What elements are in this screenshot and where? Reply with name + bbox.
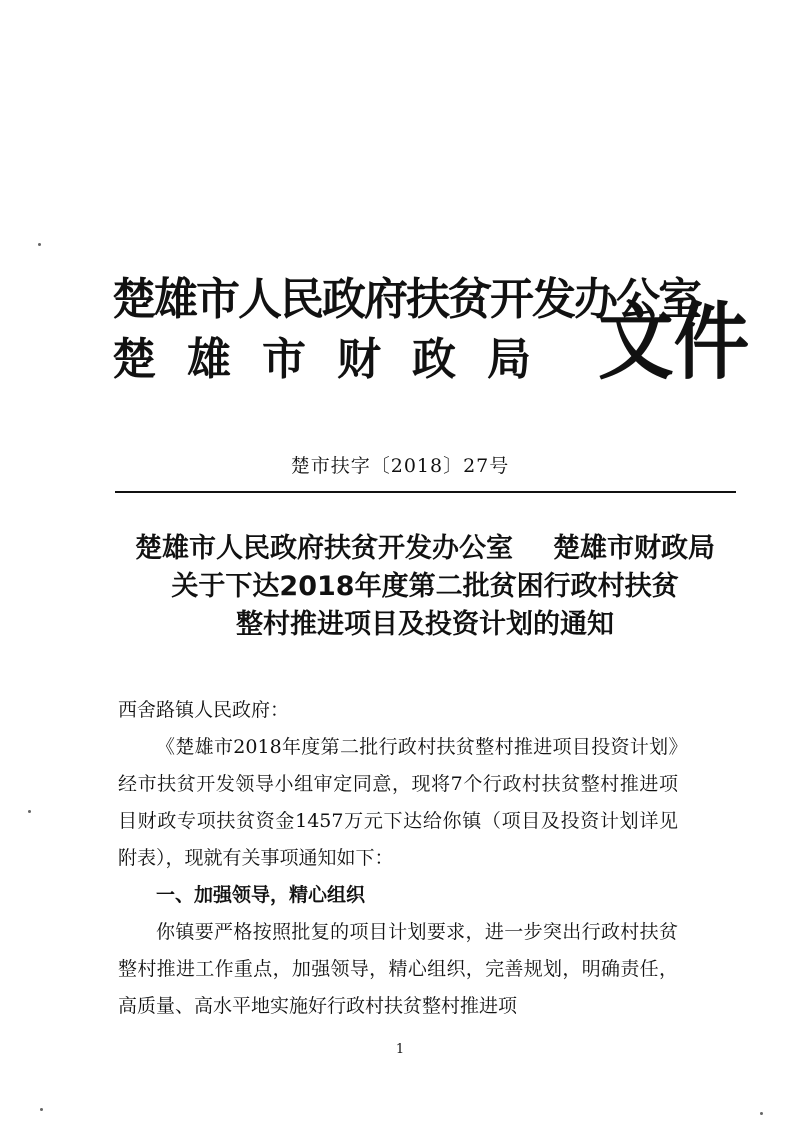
issuer-line-1: 楚雄市人民政府扶贫开发办公室 (112, 274, 700, 325)
document-type-label: 文件 (598, 293, 750, 391)
body-paragraph-2: 你镇要严格按照批复的项目计划要求，进一步突出行政村扶贫整村推进工作重点，加强领导，精心组织，完善规划，明确责任，高质量、高水平地实施好行政村扶贫整村推进项 (118, 921, 678, 1017)
body-paragraph-1: 《楚雄市2018年度第二批行政村扶贫整村推进项目投资计划》经市扶贫开发领导小组审定同意，现将7个行政村扶贫整村推进项目财政专项扶贫资金1457万元下达给你镇（项目及投资计划详见附表），现就有关事项通知如下： (118, 736, 678, 869)
document-title (100, 530, 750, 644)
header-divider (115, 491, 736, 493)
title-issuer-2: 楚雄市财政局 (553, 533, 715, 564)
title-issuer-1: 楚雄市人民政府扶贫开发办公室 (135, 533, 513, 564)
document-body (118, 692, 678, 1025)
title-line-2: 关于下达2018年度第二批贫困行政村扶贫 (171, 571, 679, 602)
document-number: 楚市扶字〔2018〕27号 (290, 455, 510, 477)
section-heading-1: 一、加强领导，精心组织 (156, 884, 366, 906)
page-number: 1 (395, 1042, 405, 1057)
addressee: 西舍路镇人民政府： (118, 699, 290, 721)
scan-speck (40, 1108, 43, 1111)
scan-speck (760, 1112, 763, 1115)
title-line-3: 整村推进项目及投资计划的通知 (236, 609, 614, 640)
scan-speck (38, 243, 41, 246)
issuer-line-2: 楚雄市财政局 (112, 334, 562, 385)
title-line-1 (100, 530, 750, 568)
scan-speck (28, 810, 31, 813)
